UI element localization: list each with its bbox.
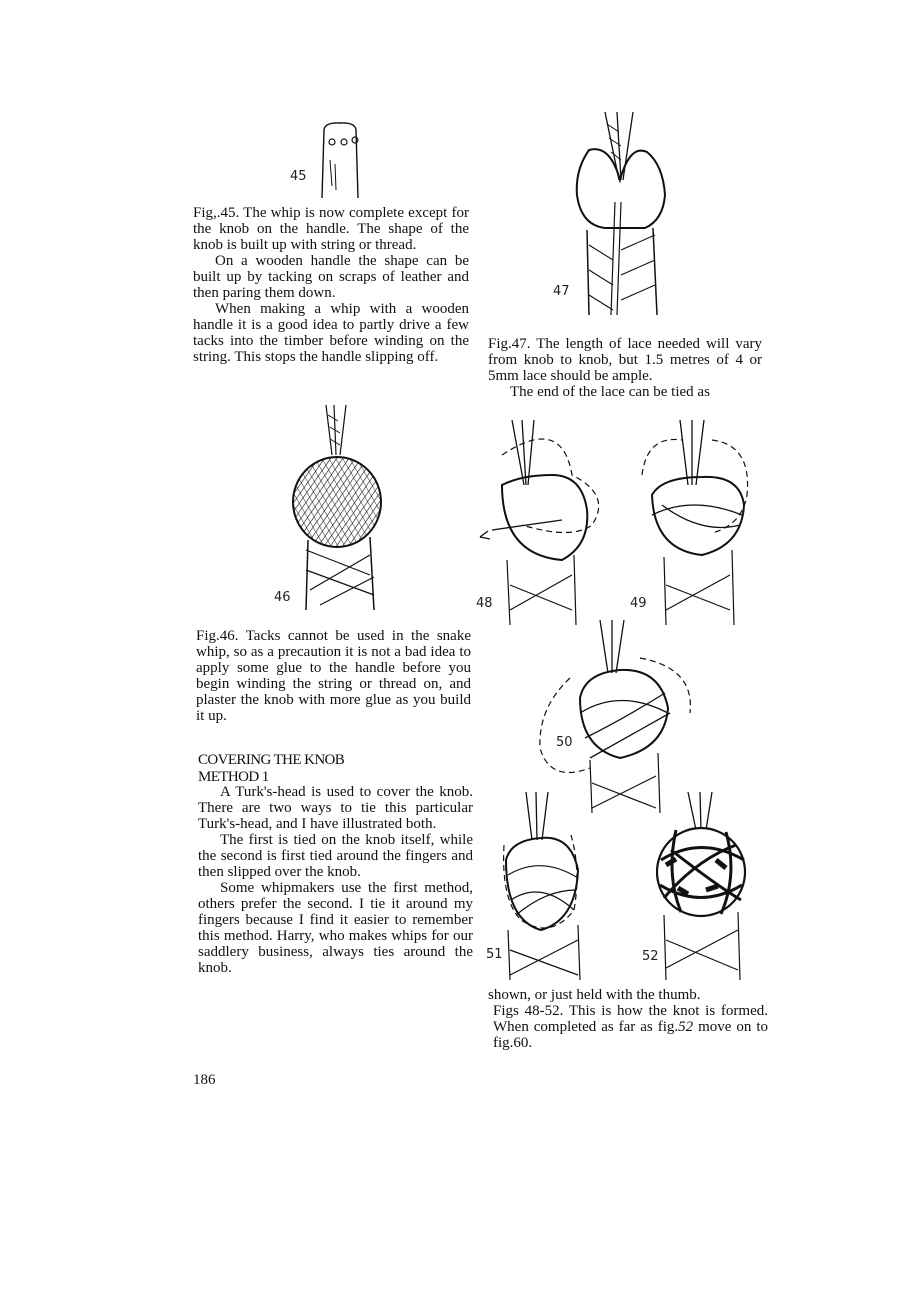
- para-whipmakers: Some whipmakers use the first method, others prefer the second. I tie it around my fingers because I find it easier to remember this method. Harry, who makes whips for our saddlery business, always ties around the knob.: [198, 880, 473, 976]
- figure-49-lace-wrap: [622, 415, 762, 625]
- section-heading: [198, 752, 344, 786]
- label-48: 48: [476, 596, 493, 611]
- para-shown: shown, or just held with the thumb.: [488, 987, 701, 1003]
- right-text-bottom: [488, 987, 768, 1051]
- figure-48-lace-loop: [472, 415, 612, 625]
- fig46-caption: Fig.46. Tacks cannot be used in the snake whip, so as a precaution it is not a bad idea to apply some glue to the handle before you begin winding the string or thread on, and plaster the knob with more glue as you build it up.: [196, 628, 471, 724]
- para-end-lace: The end of the lace can be tied as: [510, 384, 710, 400]
- label-46: 46: [274, 590, 291, 605]
- label-51: 51: [486, 947, 503, 962]
- label-47: 47: [553, 284, 570, 299]
- figs-caption-fig-ref: 52: [678, 1019, 694, 1035]
- heading-covering-knob: COVERING THE KNOB: [198, 752, 345, 768]
- para-wooden-shape: On a wooden handle the shape can be built up by tacking on scraps of leather and then paring them down.: [193, 253, 469, 301]
- para-turks-head: A Turk's-head is used to cover the knob. There are two ways to tie this particular Turk's-head, and I have illustrated both.: [198, 784, 473, 832]
- figure-51-knot-forming: [486, 790, 596, 985]
- left-text-top: [193, 205, 469, 365]
- figure-50-crossing: [530, 618, 700, 818]
- fig47-caption: Fig.47. The length of lace needed will vary from knob to knob, but 1.5 metres of 4 or 5mm lace should be ample.: [488, 336, 762, 384]
- para-first-tied: The first is tied on the knob itself, while the second is first tied around the fingers and then slipped over the knob.: [198, 832, 473, 880]
- figs-caption-a: Figs 48-52. This is how the knot is formed. When completed as far as fig.: [493, 1003, 768, 1035]
- page-number: 186: [193, 1072, 216, 1088]
- figure-46-wound-knob: [270, 405, 410, 610]
- fig45-caption: Fig,.45. The whip is now complete except for the knob on the handle. The shape of the knob is built up with string or thread.: [193, 205, 469, 253]
- figure-45-handle: [280, 120, 390, 200]
- heading-method-1: METHOD 1: [198, 769, 269, 785]
- label-50: 50: [556, 735, 573, 750]
- right-text-top: [488, 336, 762, 400]
- figure-52-completed-knot: [636, 790, 766, 985]
- para-tacks: When making a whip with a wooden handle it is a good idea to partly drive a few tacks into the timber before winding on the string. This stops the handle slipping off.: [193, 301, 469, 365]
- left-text-middle: [196, 628, 471, 724]
- figs-caption-b: move on to fig.60.: [493, 1019, 769, 1051]
- label-52: 52: [642, 949, 659, 964]
- figs48-52-caption: [488, 1003, 768, 1051]
- left-text-bottom: [198, 784, 473, 976]
- label-45: 45: [290, 169, 307, 184]
- label-49: 49: [630, 596, 647, 611]
- figure-47-knob-lace: [545, 110, 675, 330]
